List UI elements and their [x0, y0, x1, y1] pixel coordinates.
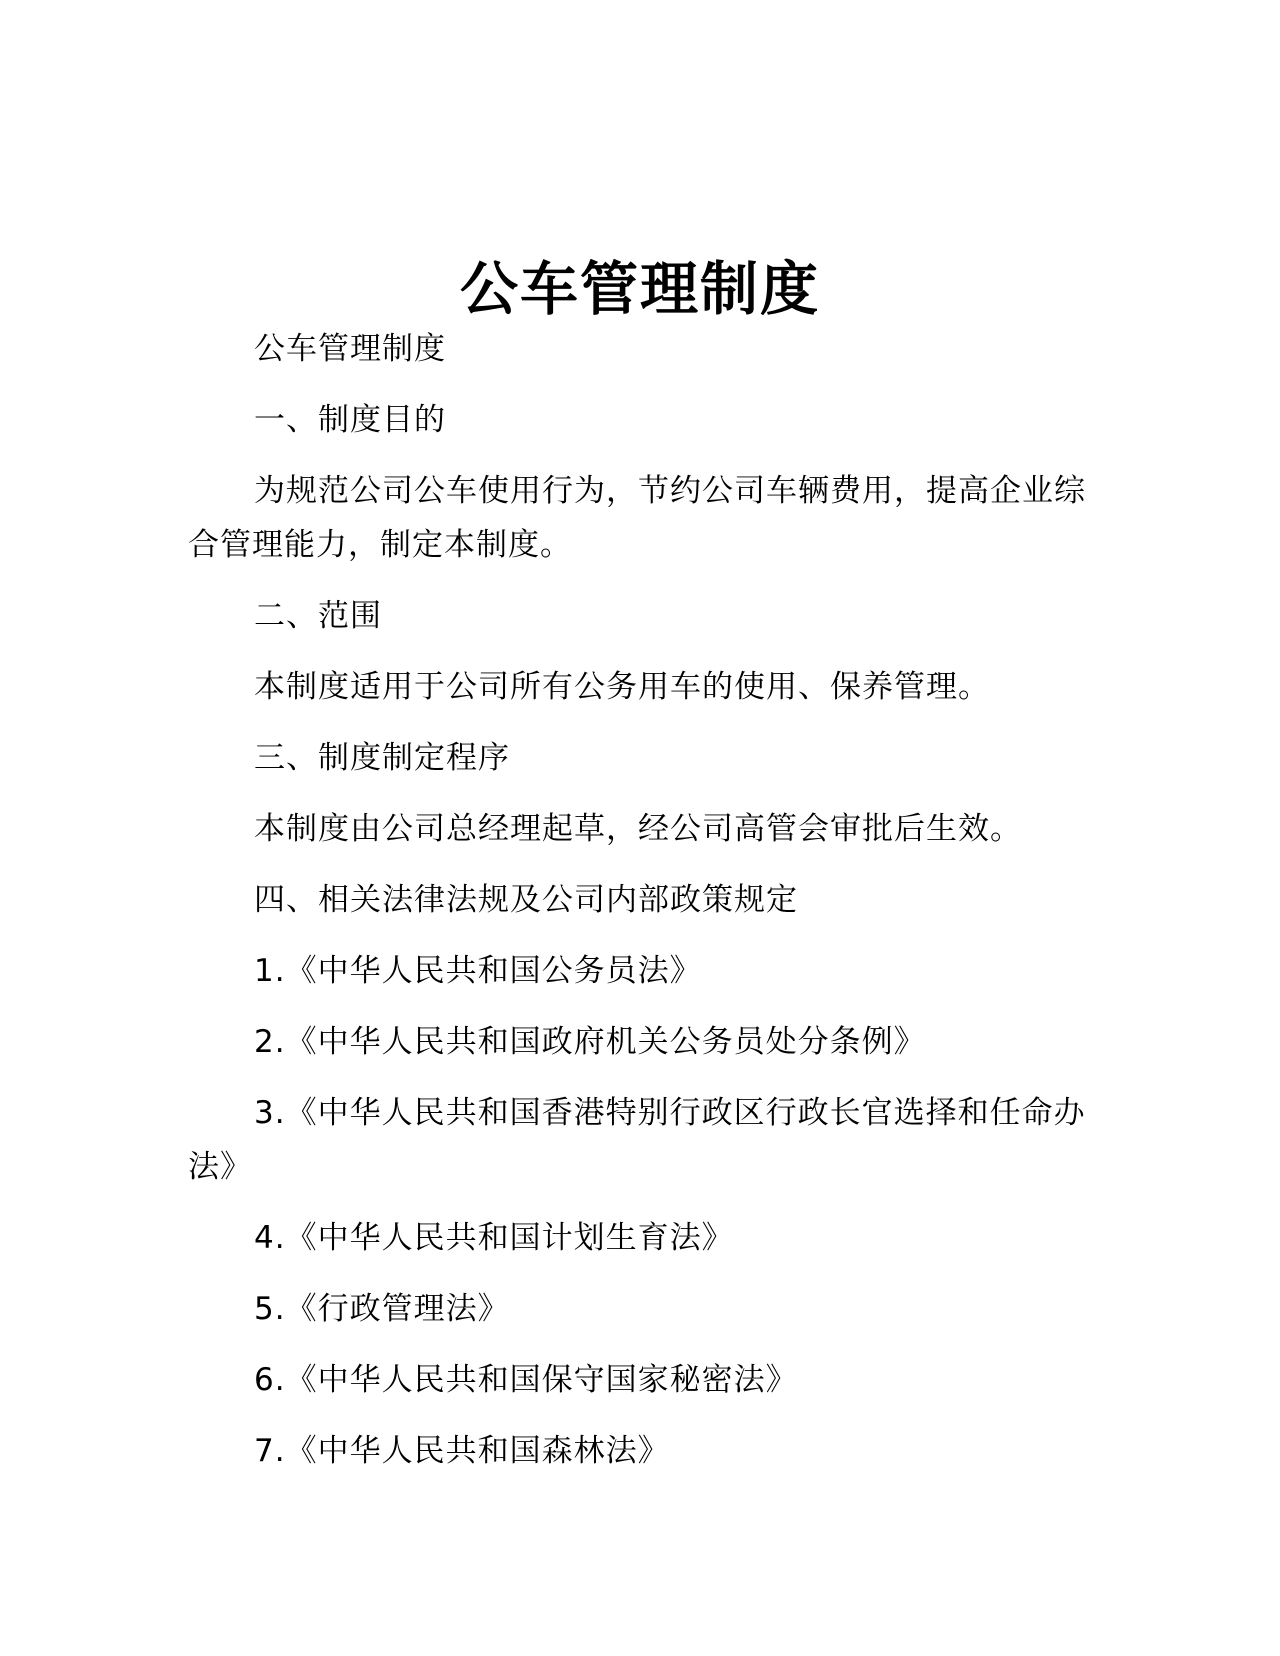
list-item: 2.《中华人民共和国政府机关公务员处分条例》	[254, 1024, 926, 1060]
list-item: 5.《行政管理法》	[254, 1291, 510, 1327]
paragraph-subtitle: 公车管理制度	[254, 331, 446, 367]
section-heading-purpose: 一、制度目的	[254, 402, 446, 438]
paragraph-procedure: 本制度由公司总经理起草，经公司高管会审批后生效。	[254, 811, 1022, 847]
paragraph-purpose: 为规范公司公车使用行为，节约公司车辆费用，提高企业综合管理能力，制定本制度。	[188, 473, 1086, 563]
paragraph-scope: 本制度适用于公司所有公务用车的使用、保养管理。	[254, 669, 990, 705]
document-title: 公车管理制度	[459, 254, 820, 323]
list-item: 7.《中华人民共和国森林法》	[254, 1433, 670, 1469]
section-heading-procedure: 三、制度制定程序	[254, 740, 510, 776]
list-item: 6.《中华人民共和国保守国家秘密法》	[254, 1362, 798, 1398]
document-body	[188, 322, 1098, 1495]
section-heading-regulations: 四、相关法律法规及公司内部政策规定	[254, 882, 798, 918]
list-item: 3.《中华人民共和国香港特别行政区行政长官选择和任命办法》	[188, 1095, 1086, 1185]
section-heading-scope: 二、范围	[254, 598, 382, 634]
list-item: 1.《中华人民共和国公务员法》	[254, 953, 702, 989]
list-item: 4.《中华人民共和国计划生育法》	[254, 1220, 734, 1256]
